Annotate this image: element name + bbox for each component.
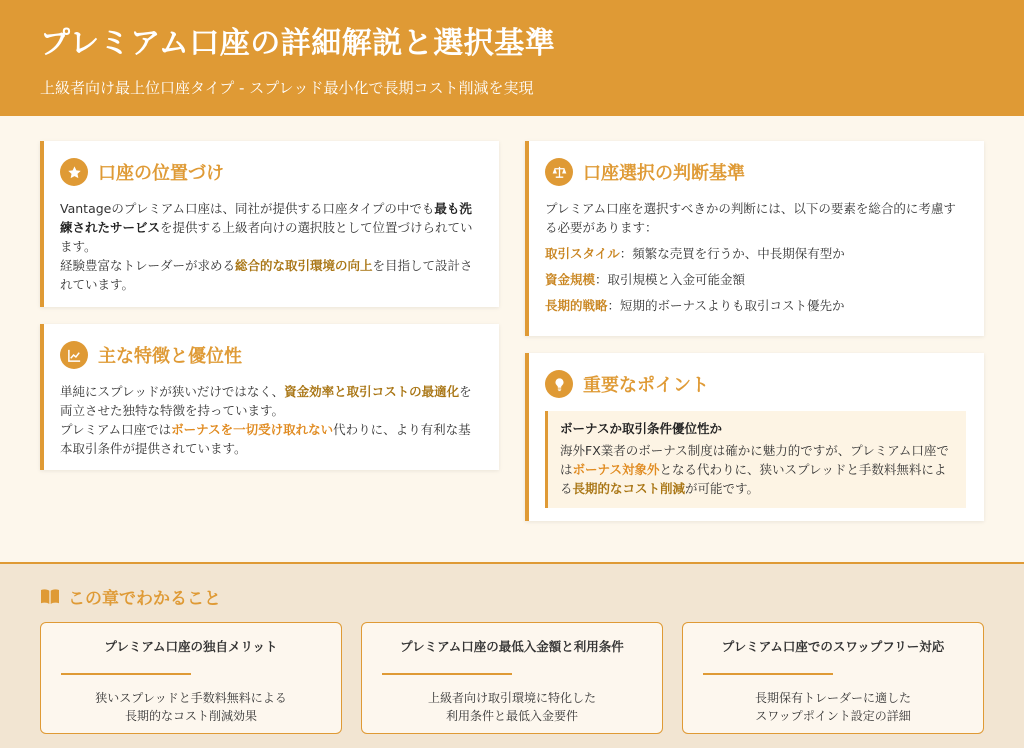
criteria-item: 長期的戦略：短期的ボーナスよりも取引コスト優先か xyxy=(545,298,845,313)
position-text: Vantageのプレミアム口座は、同社が提供する口座タイプの中でも最も洗練されたサービスを提供する上級者向けの選択肢として位置づけられています。 経験豊富なトレーダーが求める総合的な取引環境の向上を目指して設計されています。 xyxy=(60,201,473,292)
book-icon xyxy=(40,588,60,606)
chapter-title: この章でわかること xyxy=(68,589,221,609)
chapter-card-desc: 狭いスプレッドと手数料無料による 長期的なコスト削減効果 xyxy=(95,691,287,723)
page-title: プレミアム口座の詳細解説と選択基準 xyxy=(40,26,556,61)
chapter-card xyxy=(361,622,663,734)
divider xyxy=(382,673,512,675)
position-title: 口座の位置づけ xyxy=(98,163,224,184)
balance-scale-icon xyxy=(545,158,573,186)
point-box xyxy=(545,411,966,508)
criteria-item: 資金規模：取引規模と入金可能金額 xyxy=(545,272,746,287)
features-card xyxy=(40,324,499,470)
chapter-card-title: プレミアム口座でのスワップフリー対応 xyxy=(721,639,945,654)
page-header xyxy=(0,0,1024,116)
chart-line-icon xyxy=(60,341,88,369)
chapter-card xyxy=(40,622,342,734)
criteria-item: 取引スタイル：頻繁な売買を行うか、中長期保有型か xyxy=(545,246,845,261)
chapter-card-title: プレミアム口座の独自メリット xyxy=(104,639,278,654)
point-card xyxy=(525,353,984,521)
point-box-text: 海外FX業者のボーナス制度は確かに魅力的ですが、プレミアム口座ではボーナス対象外となる代わりに、狭いスプレッドと手数料無料による長期的なコスト削減が可能です。 xyxy=(560,443,949,496)
lightbulb-icon xyxy=(545,370,573,398)
position-card xyxy=(40,141,499,307)
chapter-card-title: プレミアム口座の最低入金額と利用条件 xyxy=(400,639,624,654)
page-subtitle: 上級者向け最上位口座タイプ - スプレッド最小化で長期コスト削減を実現 xyxy=(40,79,534,97)
chapter-card-desc: 上級者向け取引環境に特化した 利用条件と最低入金要件 xyxy=(427,691,596,723)
chapter-section xyxy=(0,562,1024,748)
criteria-title: 口座選択の判断基準 xyxy=(583,163,745,184)
point-title: 重要なポイント xyxy=(583,375,709,396)
criteria-card xyxy=(525,141,984,336)
divider xyxy=(703,673,833,675)
criteria-intro: プレミアム口座を選択すべきかの判断には、以下の要素を総合的に考慮する必要があります： xyxy=(545,201,956,235)
features-text: 単純にスプレッドが狭いだけではなく、資金効率と取引コストの最適化を両立させた独特な特徴を持っています。 プレミアム口座ではボーナスを一切受け取れない代わりに、より有利な基本取引条件が提供されています。 xyxy=(60,384,472,456)
star-icon xyxy=(60,158,88,186)
divider xyxy=(61,673,191,675)
point-box-title: ボーナスか取引条件優位性か xyxy=(560,421,723,436)
chapter-card xyxy=(682,622,984,734)
chapter-card-desc: 長期保有トレーダーに適した スワップポイント設定の詳細 xyxy=(754,691,911,723)
features-title: 主な特徴と優位性 xyxy=(98,346,242,367)
